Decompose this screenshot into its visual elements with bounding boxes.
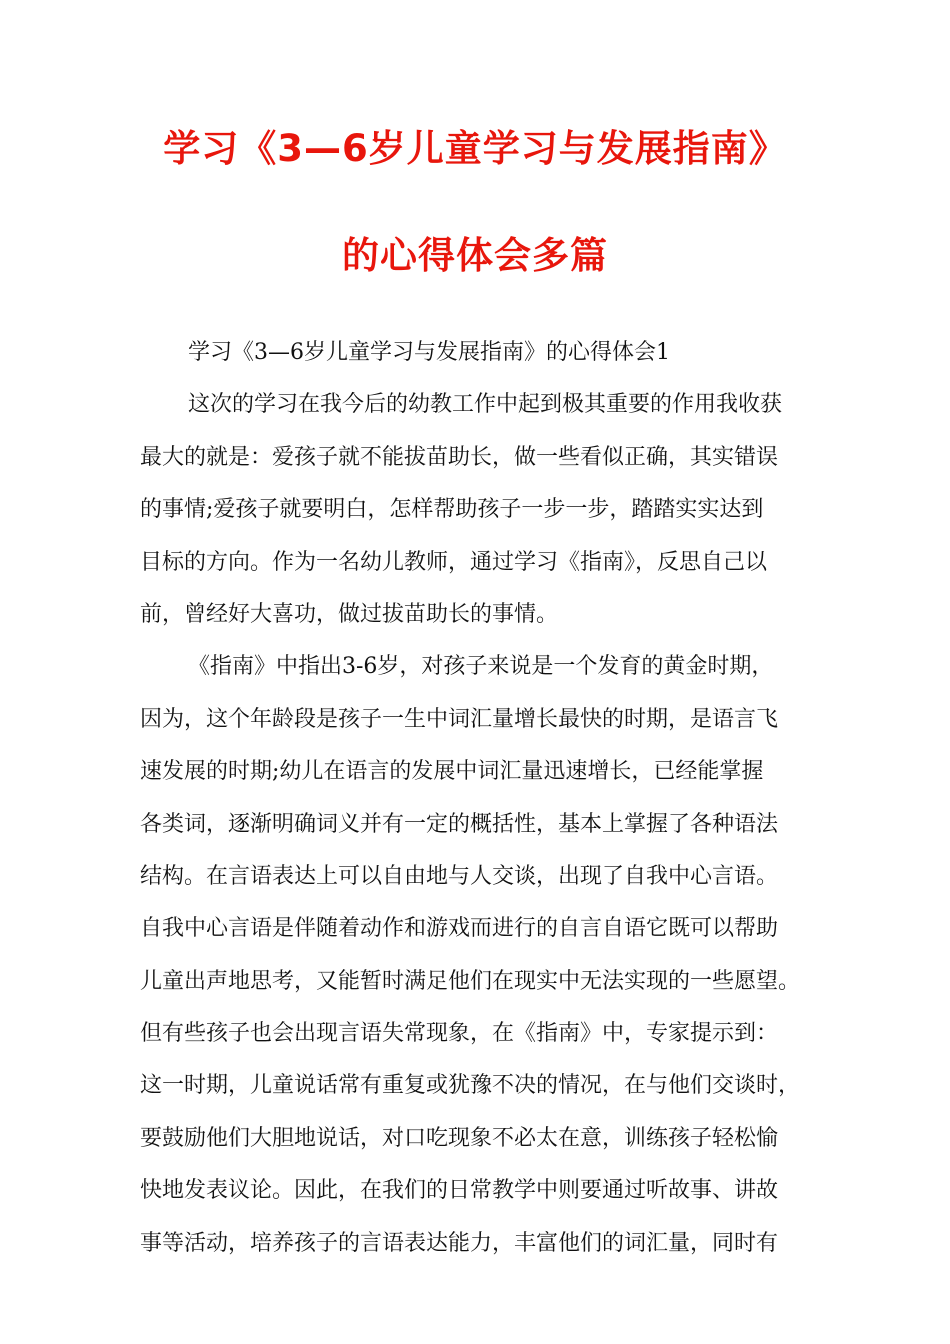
paragraph-2-line: 《指南》中指出3-6岁，对孩子来说是一个发育的黄金时期， xyxy=(188,654,774,680)
paragraph-1-line: 前，曾经好大喜功，做过拔苗助长的事情。 xyxy=(140,601,559,627)
paragraph-1-line: 的事情;爱孩子就要明白，怎样帮助孩子一步一步，踏踏实实达到 xyxy=(140,497,764,523)
paragraph-1-line: 最大的就是：爱孩子就不能拔苗助长，做一些看似正确，其实错误 xyxy=(140,444,779,470)
document-title-line-1: 学习《3—6岁儿童学习与发展指南》 xyxy=(163,127,787,170)
paragraph-2-line: 结构。在言语表达上可以自由地与人交谈，出现了自我中心言语。 xyxy=(140,863,779,889)
paragraph-2-line: 各类词，逐渐明确词义并有一定的概括性，基本上掌握了各种语法 xyxy=(140,811,779,837)
document-body xyxy=(140,327,840,1270)
paragraph-2-line: 自我中心言语是伴随着动作和游戏而进行的自言自语它既可以帮助 xyxy=(140,916,779,942)
paragraph-2-line: 这一时期，儿童说话常有重复或犹豫不决的情况，在与他们交谈时， xyxy=(140,1073,801,1099)
paragraph-2-line: 但有些孩子也会出现言语失常现象，在《指南》中，专家提示到： xyxy=(140,1021,779,1047)
paragraph-2-line: 要鼓励他们大胆地说话，对口吃现象不必太在意，训练孩子轻松愉 xyxy=(140,1125,779,1151)
section-heading: 学习《3—6岁儿童学习与发展指南》的心得体会1 xyxy=(188,340,670,365)
paragraph-1-line: 目标的方向。作为一名幼儿教师，通过学习《指南》，反思自己以 xyxy=(140,549,768,575)
paragraph-2-line: 儿童出声地思考，又能暂时满足他们在现实中无法实现的一些愿望。 xyxy=(140,968,801,994)
document-title-line-2: 的心得体会多篇 xyxy=(342,234,608,277)
paragraph-2-line: 事等活动，培养孩子的言语表达能力，丰富他们的词汇量，同时有 xyxy=(140,1230,779,1256)
paragraph-2-line: 快地发表议论。因此，在我们的日常教学中则要通过听故事、讲故 xyxy=(140,1178,779,1204)
paragraph-2-line: 因为，这个年龄段是孩子一生中词汇量增长最快的时期，是语言飞 xyxy=(140,706,779,732)
paragraph-1-line: 这次的学习在我今后的幼教工作中起到极其重要的作用我收获 xyxy=(188,392,783,418)
paragraph-2-line: 速发展的时期;幼儿在语言的发展中词汇量迅速增长，已经能掌握 xyxy=(140,759,764,785)
